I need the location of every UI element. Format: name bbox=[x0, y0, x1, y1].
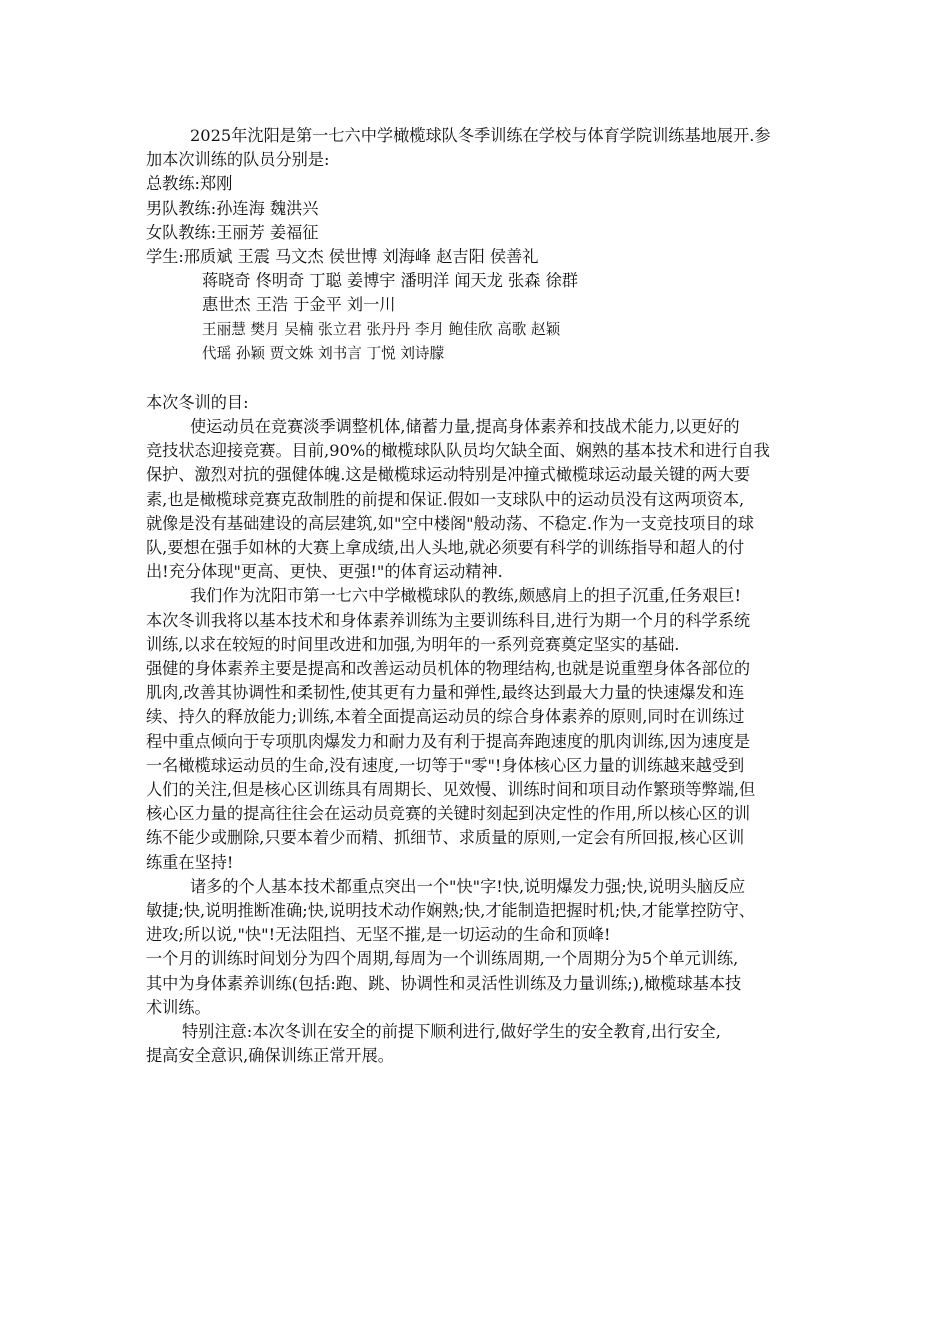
purpose-heading: 本次冬训的目: bbox=[146, 392, 249, 412]
students-row-3: 惠世杰 王浩 于金平 刘一川 bbox=[202, 295, 396, 315]
women-coach: 女队教练:王丽芳 姜福征 bbox=[146, 222, 319, 242]
intro-line-2: 加本次训练的队员分别是: bbox=[146, 150, 330, 170]
p3-line: 肌肉,改善其协调性和柔韧性,使其更有力量和弹性,最终达到最大力量的快速爆发和连 bbox=[146, 683, 745, 703]
p4-line: 诸多的个人基本技术都重点突出一个"快"字!快,说明爆发力强;快,说明头脑反应 bbox=[190, 876, 746, 896]
p6-line: 提高安全意识,确保训练正常开展。 bbox=[146, 1046, 394, 1066]
p4-line: 进攻;所以说,"快"!无法阻挡、无坚不摧,是一切运动的生命和顶峰! bbox=[146, 925, 611, 945]
p3-line: 练不能少或删除,只要本着少而精、抓细节、求质量的原则,一定会有所回报,核心区训 bbox=[146, 828, 745, 848]
p2-line: 训练,以求在较短的时间里改进和加强,为明年的一系列竞赛奠定坚实的基础. bbox=[146, 634, 680, 654]
p6-line: 特别注意:本次冬训在安全的前提下顺利进行,做好学生的安全教育,出行安全, bbox=[182, 1022, 721, 1042]
document-page bbox=[146, 124, 890, 1069]
p1-line: 队,要想在强手如林的大赛上拿成绩,出人头地,就必须要有科学的训练指导和超人的付 bbox=[146, 538, 745, 558]
students-row-4: 王丽慧 樊月 吴楠 张立君 张丹丹 李月 鲍佳欣 高歌 赵颖 bbox=[202, 320, 561, 338]
students-names-1: 邢质斌 王震 马文杰 侯世博 刘海峰 赵吉阳 侯善礼 bbox=[183, 247, 539, 267]
p3-line: 一名橄榄球运动员的生命,没有速度,一切等于"零"!身体核心区力量的训练越来越受到 bbox=[146, 755, 745, 775]
students-label: 学生: bbox=[146, 247, 184, 267]
p3-line: 强健的身体素养主要是提高和改善运动员机体的物理结构,也就是说重塑身体各部位的 bbox=[146, 659, 751, 679]
p3-line: 练重在坚持! bbox=[146, 852, 234, 872]
p1-line: 竞技状态迎接竞赛。目前,90%的橄榄球队队员均欠缺全面、娴熟的基本技术和进行自我 bbox=[146, 441, 770, 461]
p2-line: 我们作为沈阳市第一七六中学橄榄球队的教练,颇感肩上的担子沉重,任务艰巨! bbox=[190, 586, 741, 606]
p2-line: 本次冬训我将以基本技术和身体素养训练为主要训练科目,进行为期一个月的科学系统 bbox=[146, 610, 751, 630]
p3-line: 核心区力量的提高往往会在运动员竞赛的关键时刻起到决定性的作用,所以核心区的训 bbox=[146, 804, 751, 824]
p1-line: 出!充分体现"更高、更快、更强!"的体育运动精神. bbox=[146, 562, 503, 582]
p3-line: 人们的关注,但是核心区训练具有周期长、见效慢、训练时间和项目动作繁琐等弊端,但 bbox=[146, 780, 756, 800]
students-row-5: 代瑶 孙颖 贾文姝 刘书言 丁悦 刘诗朦 bbox=[202, 345, 445, 363]
students-row-1 bbox=[146, 245, 890, 269]
men-coach: 男队教练:孙连海 魏洪兴 bbox=[146, 198, 319, 218]
p5-line: 其中为身体素养训练(包括:跑、跳、协调性和灵活性训练及力量训练;),橄榄球基本技 bbox=[146, 973, 742, 993]
p1-line: 就像是没有基础建设的高层建筑,如"空中楼阁"般动荡、不稳定.作为一支竞技项目的球 bbox=[146, 513, 754, 533]
students-row-2: 蒋晓奇 佟明奇 丁聪 姜博宇 潘明洋 闻天龙 张森 徐群 bbox=[202, 271, 578, 291]
p3-line: 程中重点倾向于专项肌肉爆发力和耐力及有利于提高奔跑速度的肌肉训练,因为速度是 bbox=[146, 731, 751, 751]
p1-line: 保护、激烈对抗的强健体魄.这是橄榄球运动特别是冲撞式橄榄球运动最关键的两大要 bbox=[146, 465, 751, 485]
head-coach: 总教练:郑刚 bbox=[146, 174, 233, 194]
p4-line: 敏捷;快,说明推断准确;快,说明技术动作娴熟;快,才能制造把握时机;快,才能掌控防守、 bbox=[146, 901, 755, 921]
p1-line: 素,也是橄榄球竞赛克敌制胜的前提和保证.假如一支球队中的运动员没有这两项资本, bbox=[146, 489, 745, 509]
p3-line: 续、持久的释放能力;训练,本着全面提高运动员的综合身体素养的原则,同时在训练过 bbox=[146, 707, 745, 727]
p5-line: 一个月的训练时间划分为四个周期,每周为一个训练周期,一个周期分为5个单元训练, bbox=[146, 949, 739, 969]
section-gap bbox=[146, 367, 890, 391]
intro-line-1: 2025年沈阳是第一七六中学橄榄球队冬季训练在学校与体育学院训练基地展开.参 bbox=[190, 126, 771, 145]
p1-line: 使运动员在竞赛淡季调整机体,储蓄力量,提高身体素养和技战术能力,以更好的 bbox=[190, 417, 740, 437]
p5-line: 术训练。 bbox=[146, 997, 211, 1017]
